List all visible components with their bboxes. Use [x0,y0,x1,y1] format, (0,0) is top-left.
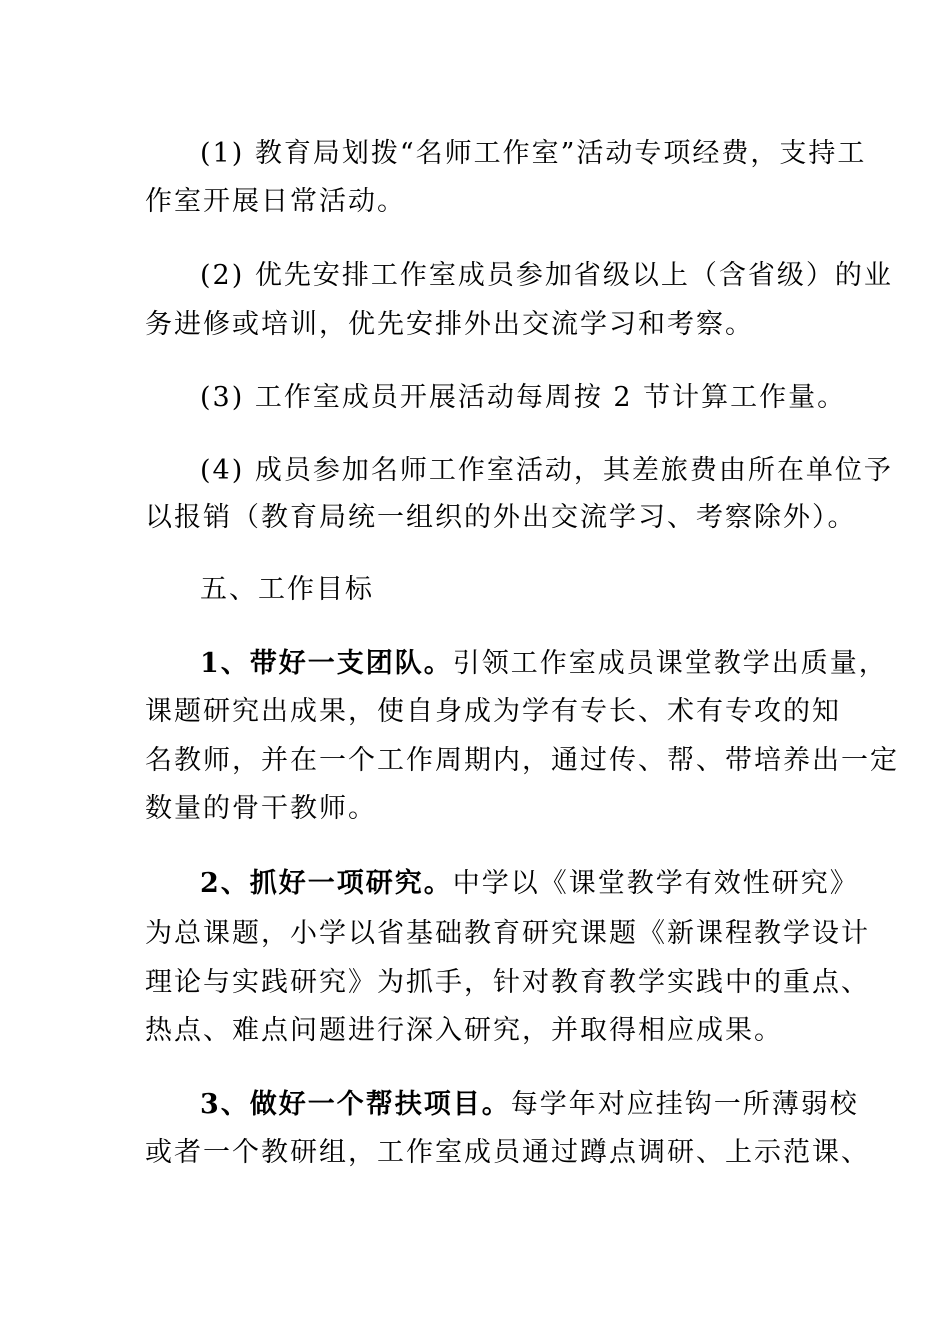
goal3-line1-rest: 每学年对应挂钩一所薄弱校 [510,1089,859,1120]
p2-line2: 务进修或培训，优先安排外出交流学习和考察。 [145,309,754,340]
goal2-line1 [200,867,859,901]
goal2-lead: 2、抓好一项研究。 [200,868,453,899]
goal2-line3: 理论与实践研究》为抓手，针对教育教学实践中的重点、 [145,967,870,998]
goal1-lead: 1、带好一支团队。 [200,648,453,679]
goal3-line1 [200,1088,859,1122]
p1-line2: 作室开展日常活动。 [145,186,406,217]
section-heading: 五、工作目标 [200,574,374,605]
p2-line1: (2) 优先安排工作室成员参加省级以上（含省级）的业 [200,260,893,291]
goal1-line1-rest: 引领工作室成员课堂教学出质量， [452,648,888,679]
goal1-line3: 名教师，并在一个工作周期内，通过传、帮、带培养出一定 [145,745,899,776]
p1-line1: (1) 教育局划拨“名师工作室”活动专项经费，支持工 [200,138,867,169]
goal1-line4: 数量的骨干教师。 [145,793,377,824]
goal1-line1 [200,647,888,681]
goal3-lead: 3、做好一个帮扶项目。 [200,1089,511,1120]
goal1-line2: 课题研究出成果，使自身成为学有专长、术有专攻的知 [145,696,841,727]
goal2-line2: 为总课题，小学以省基础教育研究课题《新课程教学设计 [145,918,870,949]
goal2-line4: 热点、难点问题进行深入研究，并取得相应成果。 [145,1015,783,1046]
p4-line1: (4) 成员参加名师工作室活动，其差旅费由所在单位予 [200,455,893,486]
p3-line1: (3) 工作室成员开展活动每周按 2 节计算工作量。 [200,382,847,413]
goal3-line2: 或者一个教研组，工作室成员通过蹲点调研、上示范课、 [145,1137,870,1168]
goal2-line1-rest: 中学以《课堂教学有效性研究》 [452,868,859,899]
p4-line2: 以报销（教育局统一组织的外出交流学习、考察除外）。 [145,502,857,533]
